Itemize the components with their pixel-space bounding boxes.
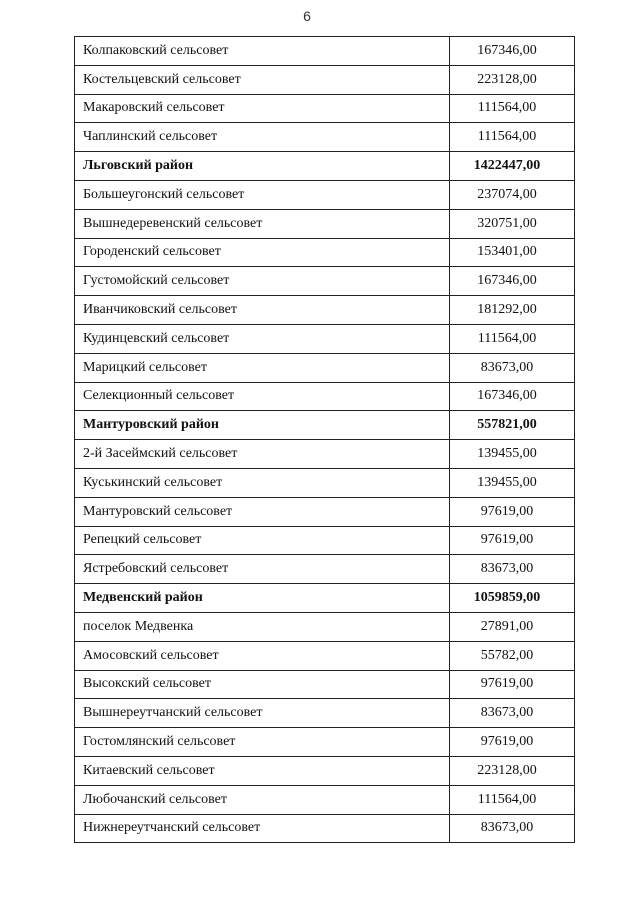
table-row	[75, 699, 575, 728]
council-name-cell: Куськинский сельсовет	[75, 468, 450, 497]
table-body	[75, 37, 575, 843]
district-amount-cell: 1059859,00	[450, 584, 575, 613]
amount-cell: 83673,00	[450, 353, 575, 382]
amount-cell: 83673,00	[450, 814, 575, 843]
amount-cell: 320751,00	[450, 209, 575, 238]
table-row	[75, 94, 575, 123]
council-name-cell: Мантуровский сельсовет	[75, 497, 450, 526]
amount-cell: 111564,00	[450, 324, 575, 353]
council-name-cell: Китаевский сельсовет	[75, 756, 450, 785]
table-row	[75, 238, 575, 267]
council-name-cell: поселок Медвенка	[75, 612, 450, 641]
table-row	[75, 555, 575, 584]
amount-cell: 237074,00	[450, 180, 575, 209]
council-name-cell: Нижнереутчанский сельсовет	[75, 814, 450, 843]
council-name-cell: Колпаковский сельсовет	[75, 37, 450, 66]
table-row	[75, 267, 575, 296]
table-row	[75, 785, 575, 814]
amount-cell: 167346,00	[450, 267, 575, 296]
council-name-cell: Ястребовский сельсовет	[75, 555, 450, 584]
table-row	[75, 353, 575, 382]
table-row	[75, 296, 575, 325]
council-name-cell: Любочанский сельсовет	[75, 785, 450, 814]
amount-cell: 223128,00	[450, 756, 575, 785]
page-number: 6	[303, 8, 311, 24]
table-row	[75, 180, 575, 209]
amount-cell: 97619,00	[450, 497, 575, 526]
council-name-cell: Вышнереутчанский сельсовет	[75, 699, 450, 728]
council-name-cell: Селекционный сельсовет	[75, 382, 450, 411]
amount-cell: 97619,00	[450, 526, 575, 555]
table-row	[75, 814, 575, 843]
table-row	[75, 670, 575, 699]
district-row	[75, 411, 575, 440]
amount-cell: 111564,00	[450, 123, 575, 152]
table-row	[75, 440, 575, 469]
allocation-table	[74, 36, 575, 843]
table-row	[75, 65, 575, 94]
council-name-cell: Густомойский сельсовет	[75, 267, 450, 296]
district-name-cell: Медвенский район	[75, 584, 450, 613]
district-row	[75, 584, 575, 613]
district-row	[75, 152, 575, 181]
amount-cell: 181292,00	[450, 296, 575, 325]
amount-cell: 139455,00	[450, 468, 575, 497]
amount-cell: 83673,00	[450, 699, 575, 728]
amount-cell: 97619,00	[450, 728, 575, 757]
district-name-cell: Льговский район	[75, 152, 450, 181]
amount-cell: 167346,00	[450, 382, 575, 411]
council-name-cell: Кудинцевский сельсовет	[75, 324, 450, 353]
council-name-cell: Макаровский сельсовет	[75, 94, 450, 123]
amount-cell: 139455,00	[450, 440, 575, 469]
council-name-cell: Городенский сельсовет	[75, 238, 450, 267]
council-name-cell: 2-й Засеймский сельсовет	[75, 440, 450, 469]
council-name-cell: Чаплинский сельсовет	[75, 123, 450, 152]
amount-cell: 83673,00	[450, 555, 575, 584]
council-name-cell: Репецкий сельсовет	[75, 526, 450, 555]
amount-cell: 111564,00	[450, 785, 575, 814]
council-name-cell: Гостомлянский сельсовет	[75, 728, 450, 757]
table-row	[75, 468, 575, 497]
table-row	[75, 37, 575, 66]
amount-cell: 97619,00	[450, 670, 575, 699]
table-row	[75, 756, 575, 785]
council-name-cell: Костельцевский сельсовет	[75, 65, 450, 94]
district-amount-cell: 1422447,00	[450, 152, 575, 181]
table-row	[75, 526, 575, 555]
council-name-cell: Вышнедеревенский сельсовет	[75, 209, 450, 238]
amount-cell: 55782,00	[450, 641, 575, 670]
table-row	[75, 497, 575, 526]
amount-cell: 27891,00	[450, 612, 575, 641]
table-row	[75, 641, 575, 670]
table-row	[75, 324, 575, 353]
council-name-cell: Марицкий сельсовет	[75, 353, 450, 382]
district-name-cell: Мантуровский район	[75, 411, 450, 440]
amount-cell: 167346,00	[450, 37, 575, 66]
table-row	[75, 612, 575, 641]
table-row	[75, 123, 575, 152]
table-row	[75, 382, 575, 411]
amount-cell: 223128,00	[450, 65, 575, 94]
council-name-cell: Высокский сельсовет	[75, 670, 450, 699]
table-row	[75, 728, 575, 757]
council-name-cell: Иванчиковский сельсовет	[75, 296, 450, 325]
council-name-cell: Большеугонский сельсовет	[75, 180, 450, 209]
district-amount-cell: 557821,00	[450, 411, 575, 440]
amount-cell: 153401,00	[450, 238, 575, 267]
amount-cell: 111564,00	[450, 94, 575, 123]
table-row	[75, 209, 575, 238]
council-name-cell: Амосовский сельсовет	[75, 641, 450, 670]
